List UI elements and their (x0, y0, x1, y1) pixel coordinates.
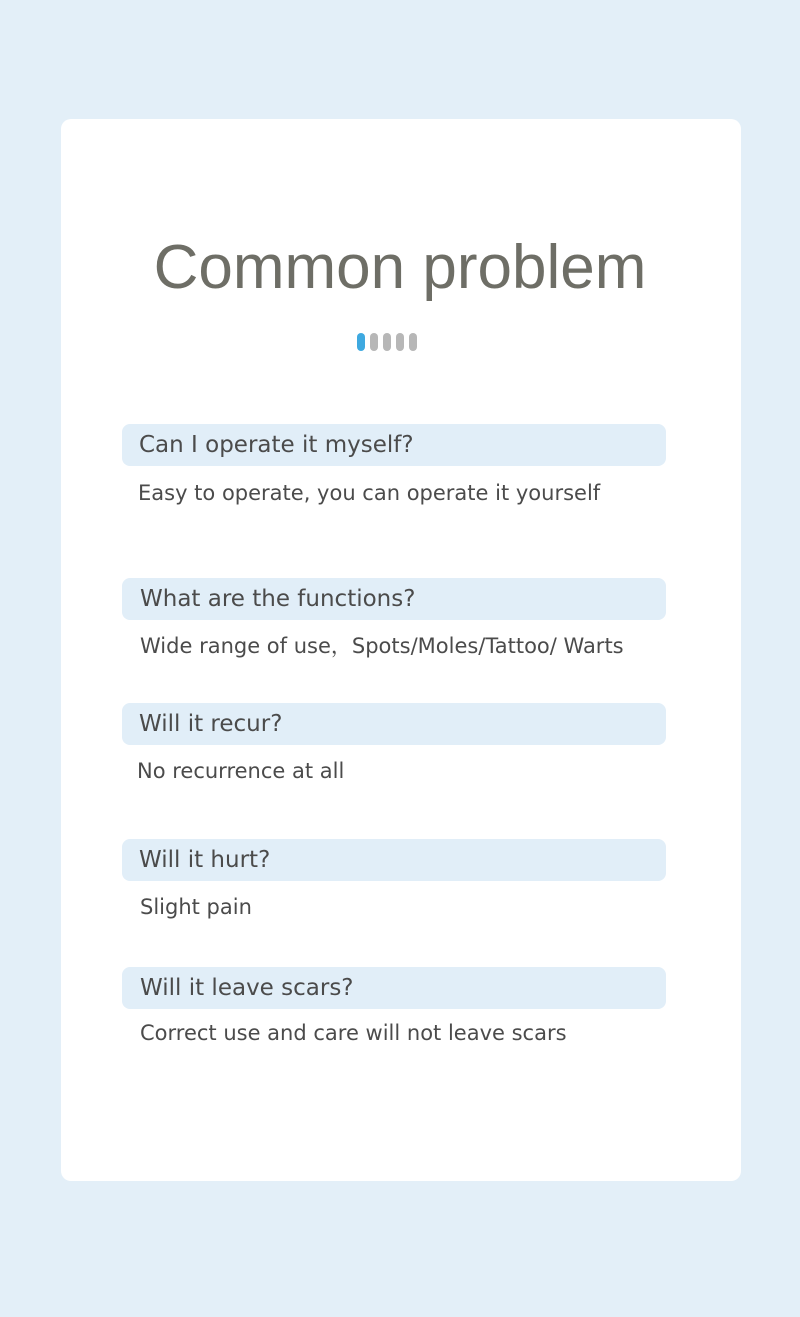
page-title: Common problem (153, 233, 647, 302)
faq-question: Will it leave scars? (122, 967, 666, 1009)
faq-answer: Wide range of use，Spots/Moles/Tattoo/ Warts (140, 634, 624, 658)
indicator-dot (409, 333, 417, 351)
faq-question: Will it hurt? (122, 839, 666, 881)
faq-answer: Correct use and care will not leave scars (140, 1021, 567, 1045)
indicator-dot (383, 333, 391, 351)
faq-question: Can I operate it myself? (122, 424, 666, 466)
indicator-dot-active (357, 333, 365, 351)
page-indicator (357, 333, 417, 351)
faq-answer: Slight pain (140, 895, 252, 919)
indicator-dot (396, 333, 404, 351)
faq-answer: No recurrence at all (137, 759, 345, 783)
indicator-dot (370, 333, 378, 351)
faq-question: What are the functions? (122, 578, 666, 620)
faq-question: Will it recur? (122, 703, 666, 745)
faq-answer: Easy to operate, you can operate it yourself (138, 481, 601, 505)
